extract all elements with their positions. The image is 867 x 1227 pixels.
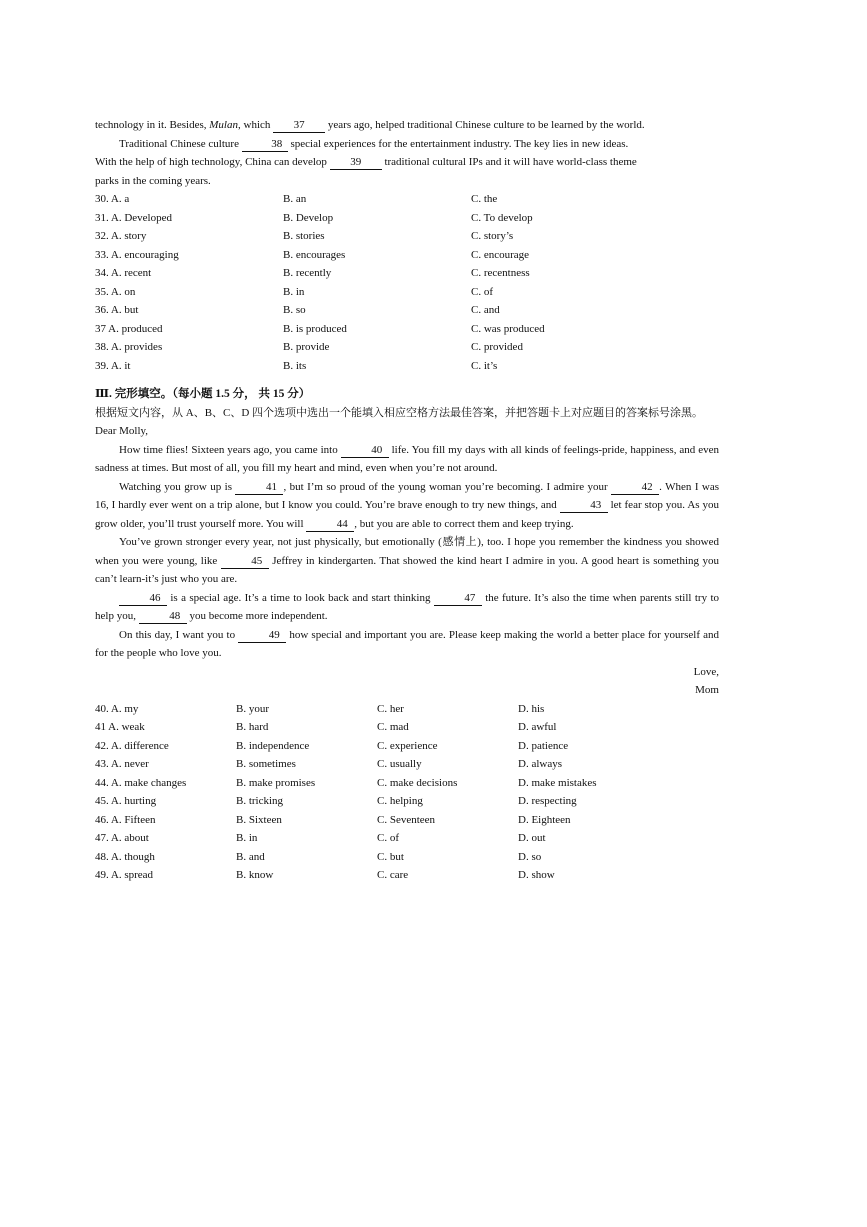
option-b: B. recently: [283, 267, 332, 279]
option-c: C. provided: [471, 341, 523, 353]
option-d: D. show: [518, 869, 555, 881]
blank-43: 43: [560, 498, 608, 513]
option-c: C. and: [471, 304, 500, 316]
option-a: 47. A. about: [95, 832, 149, 844]
text: On this day, I want you to: [119, 628, 239, 641]
option-c: C. Seventeen: [377, 813, 436, 826]
option-c: C. helping: [377, 795, 423, 807]
option-b: B. in: [283, 285, 305, 298]
option-d: D. Eighteen: [518, 813, 571, 826]
text: you become more independent.: [186, 610, 328, 622]
passage-line: [95, 116, 719, 135]
text: life. You fill my days with all kinds of feelings-pride, happiness, and even sadness at times. But most of all, you fill my heart and mind, even when you’re not around.: [95, 443, 719, 474]
option-b: B. stories: [283, 230, 325, 242]
option-b: B. Develop: [283, 211, 334, 224]
passage-line: [95, 153, 719, 172]
text: traditional cultural IPs and it will have world-class theme: [381, 156, 637, 168]
option-a: 48. A. though: [95, 850, 155, 863]
option-b: B. provide: [283, 341, 330, 353]
text: , but I’m so proud of the young woman you’re becoming. I admire your: [283, 480, 612, 493]
option-b: B. your: [236, 702, 269, 715]
passage-line: [95, 135, 719, 154]
text: With the help of high technology, China can develop: [95, 156, 330, 168]
option-a: 34. A. recent: [95, 267, 152, 279]
option-c: C. recentness: [471, 267, 530, 279]
option-b: B. make promises: [236, 776, 316, 789]
letter-closing: Love,: [693, 665, 719, 678]
option-a: 49. A. spread: [95, 869, 154, 881]
text: How time flies! Sixteen years ago, you came into: [119, 443, 341, 456]
blank-45: 45: [221, 554, 269, 569]
text: Jeffrey in kindergarten. That showed the kind heart I admire in you. A good heart is something you can’t learn-it’s just who you are.: [95, 554, 719, 585]
text: technology in it. Besides,: [95, 119, 210, 131]
text: let fear stop you. As you grow older, you’ll trust yourself more. You will: [95, 499, 719, 530]
text: , which: [238, 119, 274, 131]
letter-paragraph: [95, 589, 719, 626]
option-b: B. an: [283, 193, 307, 205]
option-a: 39. A. it: [95, 359, 131, 372]
option-c: C. usually: [377, 758, 422, 770]
document-page: [95, 116, 719, 885]
blank-46: 46: [119, 591, 167, 606]
option-d: D. patience: [518, 739, 569, 752]
text: years ago, helped traditional Chinese culture to be learned by the world.: [325, 119, 645, 131]
option-c: C. of: [471, 285, 493, 298]
option-b: B. know: [236, 869, 274, 881]
option-c: C. make decisions: [377, 776, 458, 789]
option-a: 41 A. weak: [95, 721, 145, 733]
text: is a special age. It’s a time to look back and start thinking: [167, 591, 434, 604]
option-b: B. and: [236, 850, 265, 863]
blank-44: 44: [306, 517, 354, 532]
blank-42: 42: [611, 480, 659, 495]
blank-48: 48: [139, 609, 187, 624]
option-a: 45. A. hurting: [95, 795, 157, 807]
text: Watching you grow up is: [119, 480, 236, 493]
option-d: D. so: [518, 850, 542, 863]
option-b: B. encourages: [283, 248, 346, 261]
section-title: Ⅲ. 完形填空。（每小题 1.5 分， 共 15 分）: [95, 388, 311, 400]
option-b: B. hard: [236, 721, 269, 733]
option-d: D. out: [518, 832, 546, 844]
option-b: B. its: [283, 359, 307, 372]
option-c: C. encourage: [471, 248, 530, 261]
option-b: B. is produced: [283, 322, 347, 335]
letter-paragraph: [95, 478, 719, 534]
option-a: 37 A. produced: [95, 322, 163, 335]
option-d: D. always: [518, 758, 562, 770]
blank-47: 47: [434, 591, 482, 606]
text: how special and important you are. Please keep making the world a better place for yourself and for the people who love you.: [95, 628, 720, 659]
movie-title: Mulan: [209, 119, 238, 131]
letter-signature: Mom: [695, 684, 719, 696]
option-a: 38. A. provides: [95, 341, 163, 353]
option-a: 43. A. never: [95, 758, 149, 770]
section-instruction: 根据短文内容，从 A、B、C、D 四个选项中选出一个能填入相应空格方法最佳答案，并把答题卡上对应题目的答案标号涂黑。: [95, 406, 704, 419]
option-c: C. mad: [377, 721, 409, 733]
option-c: C. but: [377, 850, 404, 863]
letter-paragraph: [95, 441, 719, 478]
option-c: C. experience: [377, 739, 438, 752]
option-b: B. so: [283, 304, 306, 316]
blank-37: 37: [273, 118, 325, 133]
option-c: C. story’s: [471, 230, 514, 242]
passage-line: parks in the coming years.: [95, 174, 211, 187]
option-a: 36. A. but: [95, 304, 139, 316]
option-c: C. her: [377, 702, 404, 715]
option-a: 30. A. a: [95, 193, 130, 205]
letter-greeting: Dear Molly,: [95, 425, 149, 437]
option-c: C. To develop: [471, 211, 533, 224]
text: the future. It’s also the time when parents still try to help you,: [95, 591, 719, 622]
letter-paragraph: [95, 533, 719, 589]
text: Traditional Chinese culture: [119, 137, 242, 150]
blank-39: 39: [330, 155, 382, 170]
text: You’ve grown stronger every year, not just physically, but emotionally (感情上), too. I hope you remember the kindness you showed when you were young, like: [95, 536, 719, 567]
option-a: 42. A. difference: [95, 739, 169, 752]
option-a: 40. A. my: [95, 702, 139, 715]
option-a: 31. A. Developed: [95, 211, 172, 224]
option-c: C. the: [471, 193, 498, 205]
text: , but you are able to correct them and keep trying.: [354, 517, 574, 530]
options-40-49: [95, 700, 719, 885]
option-c: C. of: [377, 832, 399, 844]
option-a: 35. A. on: [95, 285, 136, 298]
option-d: D. make mistakes: [518, 776, 597, 789]
text: . When I was 16, I hardly ever went on a trip alone, but I know you could. You’re brave enough to try new things, and: [95, 480, 720, 511]
option-a: 33. A. encouraging: [95, 248, 179, 261]
blank-40: 40: [341, 443, 389, 458]
text: special experiences for the entertainment industry. The key lies in new ideas.: [287, 137, 629, 150]
option-d: D. his: [518, 702, 545, 715]
option-b: B. in: [236, 832, 258, 844]
options-30-39: [95, 190, 719, 375]
option-d: D. awful: [518, 721, 557, 733]
option-a: 46. A. Fifteen: [95, 813, 156, 826]
blank-41: 41: [235, 480, 283, 495]
option-b: B. Sixteen: [236, 813, 282, 826]
option-a: 32. A. story: [95, 230, 147, 242]
letter-paragraph: [95, 626, 719, 663]
option-d: D. respecting: [518, 795, 577, 807]
option-a: 44. A. make changes: [95, 776, 187, 789]
option-b: B. sometimes: [236, 758, 296, 770]
option-c: C. it’s: [471, 359, 498, 372]
option-b: B. independence: [236, 739, 310, 752]
blank-38: 38: [242, 137, 288, 152]
option-b: B. tricking: [236, 795, 284, 807]
option-c: C. care: [377, 869, 409, 881]
option-c: C. was produced: [471, 322, 545, 335]
blank-49: 49: [238, 628, 286, 643]
